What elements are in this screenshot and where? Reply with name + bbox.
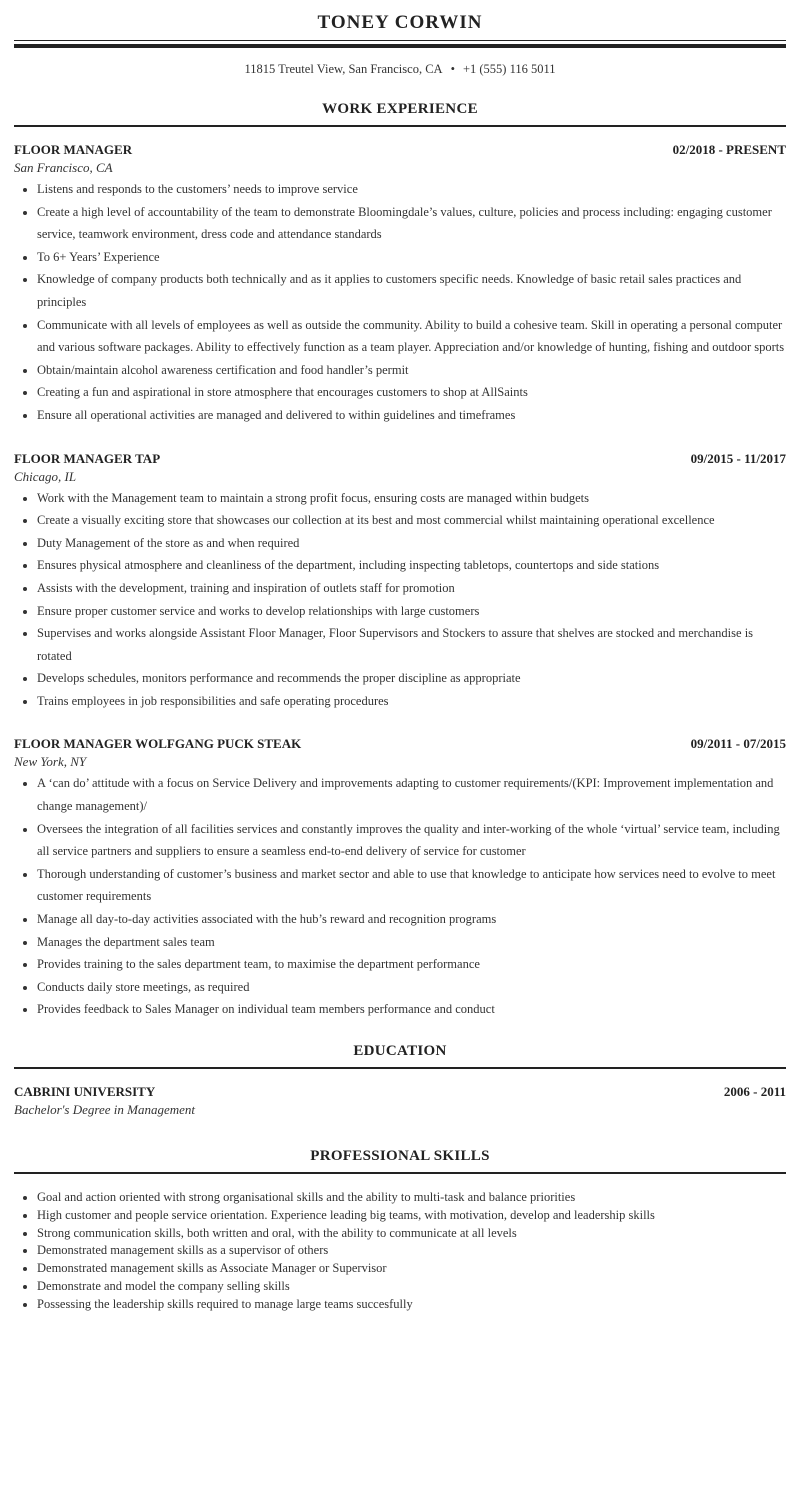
bullet-item: • Listens and responds to the customers’ needs to improve service — [37, 178, 786, 201]
section-title-skills: PROFESSIONAL SKILLS — [310, 1148, 490, 1164]
bullet-item: • Manage all day-to-day activities associated with the hub’s reward and recognition programs — [37, 908, 786, 931]
job-location: San Francisco, CA — [14, 160, 113, 175]
job-entry — [14, 735, 786, 1021]
skill-item: • Strong communication skills, both written and oral, with the ability to communicate at all levels — [37, 1225, 800, 1243]
bullet-item: • Duty Management of the store as and when required — [37, 532, 786, 555]
job-entry — [14, 141, 786, 427]
job-bullets — [14, 178, 786, 427]
section-divider — [14, 1172, 786, 1174]
bullet-item: • Manages the department sales team — [37, 931, 786, 954]
bullet-item: • Oversees the integration of all facilities services and constantly improves the quality and inter-working of the whole ‘virtual’ service team, including all service partners and suppliers to ensure a seamless end-to-end delivery of service for customer — [37, 818, 786, 863]
contact-address: 11815 Treutel View, San Francisco, CA — [244, 62, 443, 76]
job-header — [14, 735, 786, 753]
bullet-item: • Provides training to the sales department team, to maximise the department performance — [37, 953, 786, 976]
bullet-item: • To 6+ Years’ Experience — [37, 246, 786, 269]
job-header — [14, 141, 786, 159]
skill-item: • Goal and action oriented with strong organisational skills and the ability to multi-task and balance priorities — [37, 1189, 800, 1207]
bullet-item: • Knowledge of company products both technically and as it applies to customers specific needs. Knowledge of basic retail sales practices and principles — [37, 268, 786, 313]
job-location: New York, NY — [14, 754, 87, 770]
section-title-work-experience: WORK EXPERIENCE — [322, 101, 478, 117]
bullet-item: • Provides feedback to Sales Manager on individual team members performance and conduct — [37, 998, 786, 1021]
bullet-item: • Trains employees in job responsibilities and safe operating procedures — [37, 690, 786, 713]
skill-item: • Demonstrate and model the company selling skills — [37, 1278, 800, 1296]
job-dates: 09/2011 - 07/2015 — [690, 736, 786, 752]
job-entry — [14, 450, 786, 713]
job-dates: 09/2015 - 11/2017 — [690, 450, 786, 466]
contact-phone: +1 (555) 116 5011 — [462, 62, 556, 76]
job-dates: 02/2018 - PRESENT — [672, 142, 786, 157]
bullet-item: • Creating a fun and aspirational in store atmosphere that encourages customers to shop at AllSaints — [37, 381, 786, 404]
bullet-item: • Assists with the development, training and inspiration of outlets staff for promotion — [37, 577, 786, 600]
job-header — [14, 450, 786, 468]
bullet-item: • Create a high level of accountability of the team to demonstrate Bloomingdale’s values, culture, policies and process including: engaging customer service, teamwork environment, dress code and attendance standards — [37, 201, 786, 246]
degree: Bachelor's Degree in Management — [14, 1102, 195, 1117]
job-location: Chicago, IL — [14, 468, 77, 484]
section-divider — [14, 125, 786, 127]
bullet-item: • Work with the Management team to maintain a strong profit focus, ensuring costs are managed within budgets — [37, 487, 786, 510]
bullet-item: • A ‘can do’ attitude with a focus on Service Delivery and improvements adapting to customer requirements/(KPI: Improvement implementation and change management)/ — [37, 772, 786, 817]
job-title: FLOOR MANAGER — [14, 142, 133, 157]
skills-section — [0, 1146, 800, 1314]
bullet-item: • Supervises and works alongside Assistant Floor Manager, Floor Supervisors and Stockers to assure that shelves are stocked and merchandise is rotated — [37, 622, 786, 667]
bullet-item: • Create a visually exciting store that showcases our collection at its best and most commercial whilst maintaining operational excellence — [37, 509, 786, 532]
job-bullets — [14, 772, 786, 1021]
candidate-name: TONEY CORWIN — [317, 12, 483, 33]
education-header — [14, 1083, 786, 1101]
job-bullets — [14, 487, 786, 713]
school-name: CABRINI UNIVERSITY — [14, 1084, 156, 1099]
skills-list — [14, 1189, 800, 1314]
work-experience-section — [0, 99, 800, 1021]
bullet-item: • Ensure all operational activities are managed and delivered to within guidelines and timeframes — [37, 404, 786, 427]
contact-separator: • — [450, 62, 455, 76]
bullet-item: • Develops schedules, monitors performance and recommends the proper discipline as appropriate — [37, 667, 786, 690]
education-entry — [14, 1083, 786, 1118]
bullet-item: • Obtain/maintain alcohol awareness certification and food handler’s permit — [37, 359, 786, 382]
name-divider — [14, 40, 786, 48]
job-title: FLOOR MANAGER WOLFGANG PUCK STEAK — [14, 736, 302, 752]
contact-line — [0, 61, 800, 77]
bullet-item: • Communicate with all levels of employees as well as outside the community. Ability to build a cohesive team. Skill in operating a personal computer and various software packages. Ability to effectively function as a team player. Appreciation and/or knowledge of hunting, fishing and outdoor sports — [37, 314, 786, 359]
education-section — [0, 1041, 800, 1118]
job-title: FLOOR MANAGER TAP — [14, 450, 161, 466]
skill-item: • Demonstrated management skills as a supervisor of others — [37, 1242, 800, 1260]
bullet-item: • Ensure proper customer service and works to develop relationships with large customers — [37, 600, 786, 623]
skill-item: • High customer and people service orientation. Experience leading big teams, with motivation, develop and leadership skills — [37, 1207, 800, 1225]
bullet-item: • Thorough understanding of customer’s business and market sector and able to use that knowledge to anticipate how services need to evolve to meet customer requirements — [37, 863, 786, 908]
bullet-item: • Ensures physical atmosphere and cleanliness of the department, including inspecting tabletops, countertops and side stations — [37, 554, 786, 577]
bullet-item: • Conducts daily store meetings, as required — [37, 976, 786, 999]
section-divider — [14, 1067, 786, 1069]
section-title-education: EDUCATION — [353, 1043, 447, 1059]
skill-item: • Possessing the leadership skills required to manage large teams succesfully — [37, 1296, 800, 1314]
education-dates: 2006 - 2011 — [723, 1084, 786, 1099]
skill-item: • Demonstrated management skills as Associate Manager or Supervisor — [37, 1260, 800, 1278]
